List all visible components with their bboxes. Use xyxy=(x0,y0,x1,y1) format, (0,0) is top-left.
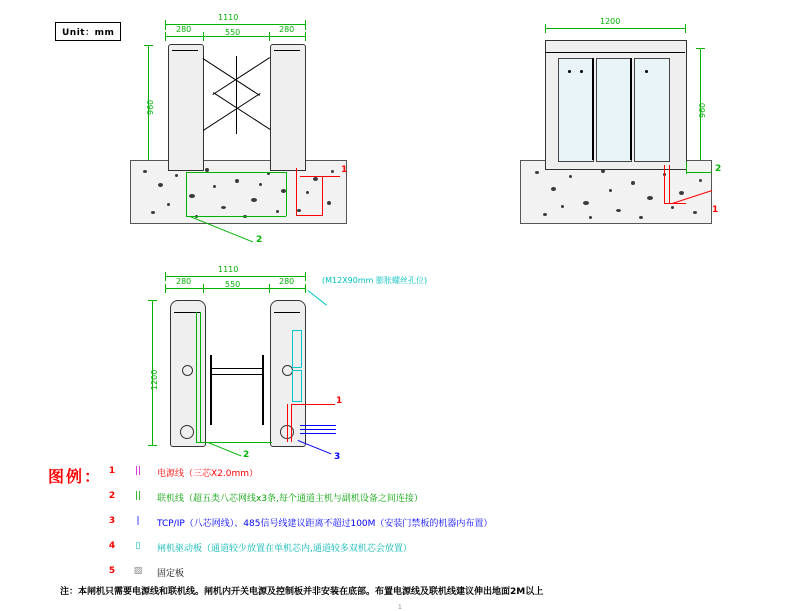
dim-right-pillar-top: 280 xyxy=(279,277,295,286)
conduit-red-horz-right xyxy=(664,203,686,204)
leader-line-1 xyxy=(300,176,340,177)
legend-number: 4 xyxy=(108,541,116,551)
callout-3-top: 3 xyxy=(334,452,341,462)
callout-2-left: 2 xyxy=(256,235,263,245)
conduit-red-vert2 xyxy=(322,176,323,216)
dim-line-280r-top xyxy=(269,288,305,289)
dim-depth: 1200 xyxy=(150,369,159,390)
dim-overall-width: 1110 xyxy=(218,13,239,22)
network-line-symbol-icon: || xyxy=(134,491,142,501)
dim-tick xyxy=(305,284,306,293)
legend-number: 3 xyxy=(108,516,116,526)
conduit-blue-1 xyxy=(300,425,336,426)
dim-line-280l xyxy=(165,36,203,37)
dim-tick xyxy=(685,24,686,33)
turnstile-pillar-right xyxy=(270,44,306,171)
dim-tick xyxy=(305,32,306,41)
dim-left-pillar: 280 xyxy=(176,25,192,34)
legend-text: 电源线（三芯X2.0mm） xyxy=(157,469,259,479)
conduit-green-bottom xyxy=(186,216,286,217)
tcpip-line-symbol-icon: | xyxy=(136,516,140,526)
conduit-blue-2 xyxy=(300,429,336,430)
callout-2-right: 2 xyxy=(715,164,722,174)
conduit-red-vert-right xyxy=(664,165,665,203)
dim-middle-gap: 550 xyxy=(225,28,241,37)
dim-tick xyxy=(148,445,157,446)
dim-height-right: 960 xyxy=(698,102,707,118)
callout-2-top: 2 xyxy=(243,450,250,460)
leader-line-2-right xyxy=(686,172,712,173)
dim-middle-gap-top: 550 xyxy=(225,280,241,289)
dim-tick xyxy=(305,20,306,30)
leader-line-anchor xyxy=(307,290,327,306)
conduit-green-top-view-2 xyxy=(200,312,201,442)
dim-height: 960 xyxy=(146,99,155,115)
legend-text: TCP/IP（八芯网线）、485信号线建议距离不超过100M（安装门禁板的机器内布置） xyxy=(157,519,493,529)
conduit-red-vert-right2 xyxy=(669,165,670,203)
conduit-blue-3 xyxy=(300,433,336,434)
driver-board-marker xyxy=(292,330,302,368)
driver-board-symbol-icon: ▯ xyxy=(135,541,141,551)
leader-line-3-top xyxy=(298,440,332,454)
dim-line-280r xyxy=(269,36,305,37)
conduit-green-top xyxy=(186,172,286,173)
dim-tick xyxy=(545,24,546,33)
legend-number: 5 xyxy=(108,566,116,576)
dim-tick xyxy=(144,45,153,46)
dim-overall-width-top: 1110 xyxy=(218,265,239,274)
legend-title: 图例： xyxy=(48,467,103,486)
dim-line-280l-top xyxy=(165,288,203,289)
callout-1-left: 1 xyxy=(341,165,348,175)
driver-board-marker-2 xyxy=(292,370,302,402)
dim-right-pillar: 280 xyxy=(279,25,295,34)
dim-tick xyxy=(165,32,166,41)
legend-text: 闸机驱动板（通道较少放置在单机芯内,通道较多双机芯会放置） xyxy=(157,544,412,554)
unit-label: Unit：mm xyxy=(55,22,121,41)
conduit-green-right xyxy=(286,172,287,216)
conduit-green-top-view xyxy=(196,312,197,442)
dim-tick xyxy=(305,272,306,281)
dim-tick xyxy=(148,300,157,301)
fixing-plate-symbol-icon: ▨ xyxy=(133,566,143,576)
leader-line-1-top xyxy=(291,404,335,405)
conduit-red-horz xyxy=(296,215,322,216)
callout-1-right: 1 xyxy=(712,205,719,215)
conduit-green-left xyxy=(186,172,187,216)
page-number: 1 xyxy=(398,604,402,611)
callout-1-top: 1 xyxy=(336,396,343,406)
dim-tick xyxy=(165,284,166,293)
dim-tick xyxy=(165,272,166,281)
legend-number: 2 xyxy=(108,491,116,501)
legend-text: 固定板 xyxy=(157,569,185,579)
conduit-red-top-2 xyxy=(291,404,292,442)
dim-overall-width-right: 1200 xyxy=(600,17,621,26)
dim-tick xyxy=(696,48,705,49)
turnstile-pillar-left xyxy=(168,44,204,171)
legend-text: 联机线（超五类八芯网线x3条,每个通道主机与副机设备之间连接） xyxy=(157,494,423,504)
glass-panel-middle xyxy=(596,58,632,162)
dim-tick xyxy=(165,20,166,30)
conduit-green-right-view xyxy=(686,162,687,174)
conduit-red-top xyxy=(287,404,288,442)
glass-panel-left xyxy=(558,58,594,162)
dim-left-pillar-top: 280 xyxy=(176,277,192,286)
dim-line-1200 xyxy=(545,28,685,29)
footer-note: 注：本闸机只需要电源线和联机线。闸机内开关电源及控制板并非安装在底部。布置电源线及联机线建议伸出地面2M以上 xyxy=(60,587,544,597)
leader-line-2-top xyxy=(208,442,242,456)
legend-number: 1 xyxy=(108,466,116,476)
glass-panel-right xyxy=(634,58,670,162)
anchor-hole-note: (M12X90mm 膨胀螺丝孔位) xyxy=(322,276,428,285)
conduit-red-vert xyxy=(296,168,297,216)
power-line-symbol-icon: || xyxy=(134,466,142,476)
